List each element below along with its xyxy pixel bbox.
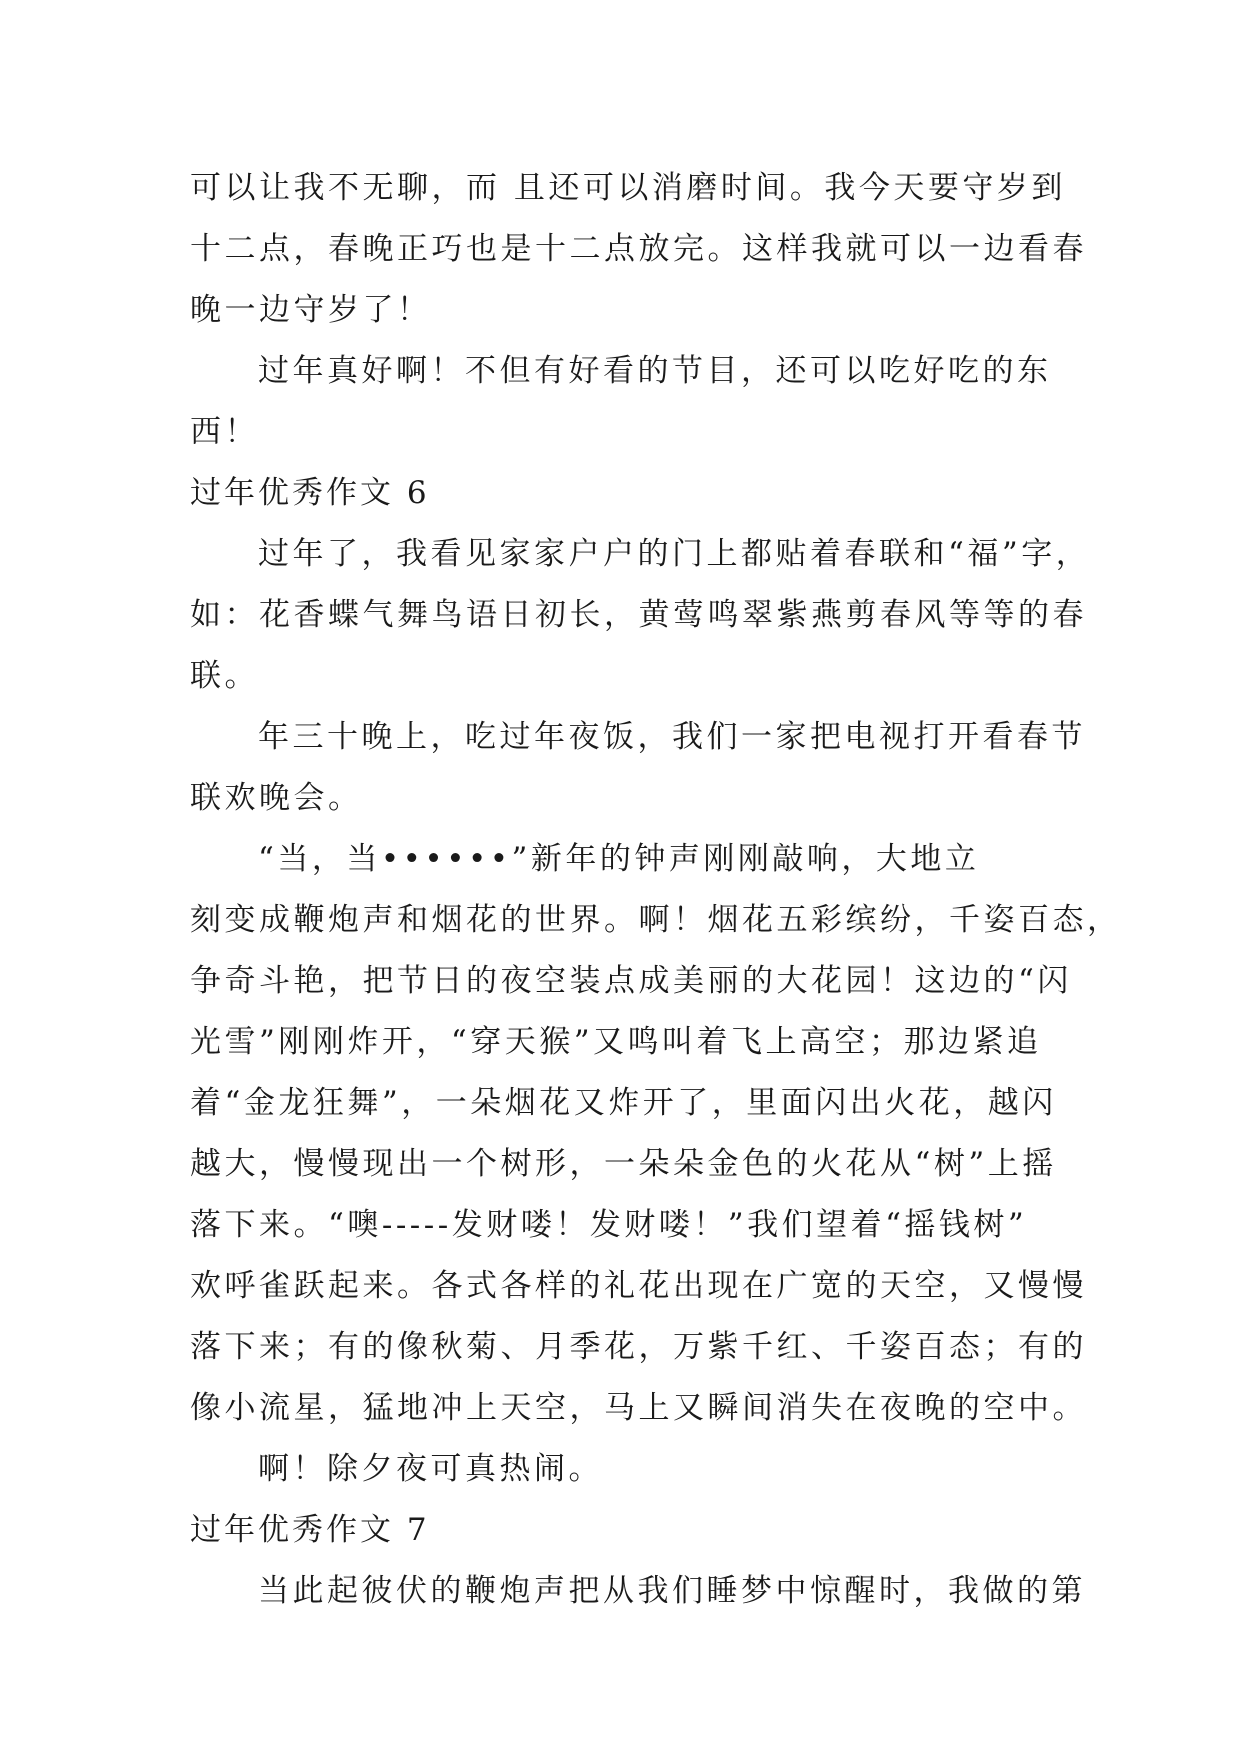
text-line: 刻变成鞭炮声和烟花的世界。啊！烟花五彩缤纷，千姿百态，	[190, 902, 1122, 938]
text-line: 像小流星，猛地冲上天空，马上又瞬间消失在夜晚的空中。	[190, 1390, 1087, 1426]
text-line: 越大，慢慢现出一个树形，一朵朵金色的火花从“树”上摇	[190, 1146, 1057, 1182]
text-line: 联。	[190, 658, 259, 694]
text-line: 联欢晚会。	[190, 780, 363, 816]
text-line: 如：花香蝶气舞鸟语日初长，黄莺鸣翠紫燕剪春风等等的春	[190, 597, 1087, 633]
document-body	[190, 158, 1122, 1622]
text-line: 着“金龙狂舞”，一朵烟花又炸开了，里面闪出火花，越闪	[190, 1085, 1057, 1121]
paragraph-start-line: 年三十晚上，吃过年夜饭，我们一家把电视打开看春节	[258, 719, 1086, 755]
paragraph-start-line: 啊！除夕夜可真热闹。	[258, 1451, 603, 1487]
text-line: 落下来；有的像秋菊、月季花，万紫千红、千姿百态；有的	[190, 1329, 1087, 1365]
paragraph-start-line: 过年了，我看见家家户户的门上都贴着春联和“福”字，	[258, 536, 1091, 572]
paragraph-start-line: 过年真好啊！不但有好看的节目，还可以吃好吃的东	[258, 353, 1052, 389]
text-line: 欢呼雀跃起来。各式各样的礼花出现在广宽的天空，又慢慢	[190, 1268, 1087, 1304]
text-line: 西！	[190, 414, 259, 450]
paragraph-start-line: 当此起彼伏的鞭炮声把从我们睡梦中惊醒时，我做的第	[258, 1573, 1086, 1609]
paragraph-start-line: “当，当••••••”新年的钟声刚刚敲响，大地立	[258, 841, 980, 877]
text-line: 十二点，春晚正巧也是十二点放完。这样我就可以一边看春	[190, 231, 1087, 267]
text-line: 可以让我不无聊，而 且还可以消磨时间。我今天要守岁到	[190, 170, 1066, 206]
text-line: 晚一边守岁了！	[190, 292, 432, 328]
text-line: 争奇斗艳，把节日的夜空装点成美丽的大花园！这边的“闪	[190, 963, 1072, 999]
section-heading: 过年优秀作文 6	[190, 475, 430, 511]
text-line: 光雪”刚刚炸开，“穿天猴”又鸣叫着飞上高空；那边紧追	[190, 1024, 1042, 1060]
text-line: 落下来。“噢-----发财喽！发财喽！”我们望着“摇钱树”	[190, 1207, 1028, 1243]
section-heading: 过年优秀作文 7	[190, 1512, 430, 1548]
